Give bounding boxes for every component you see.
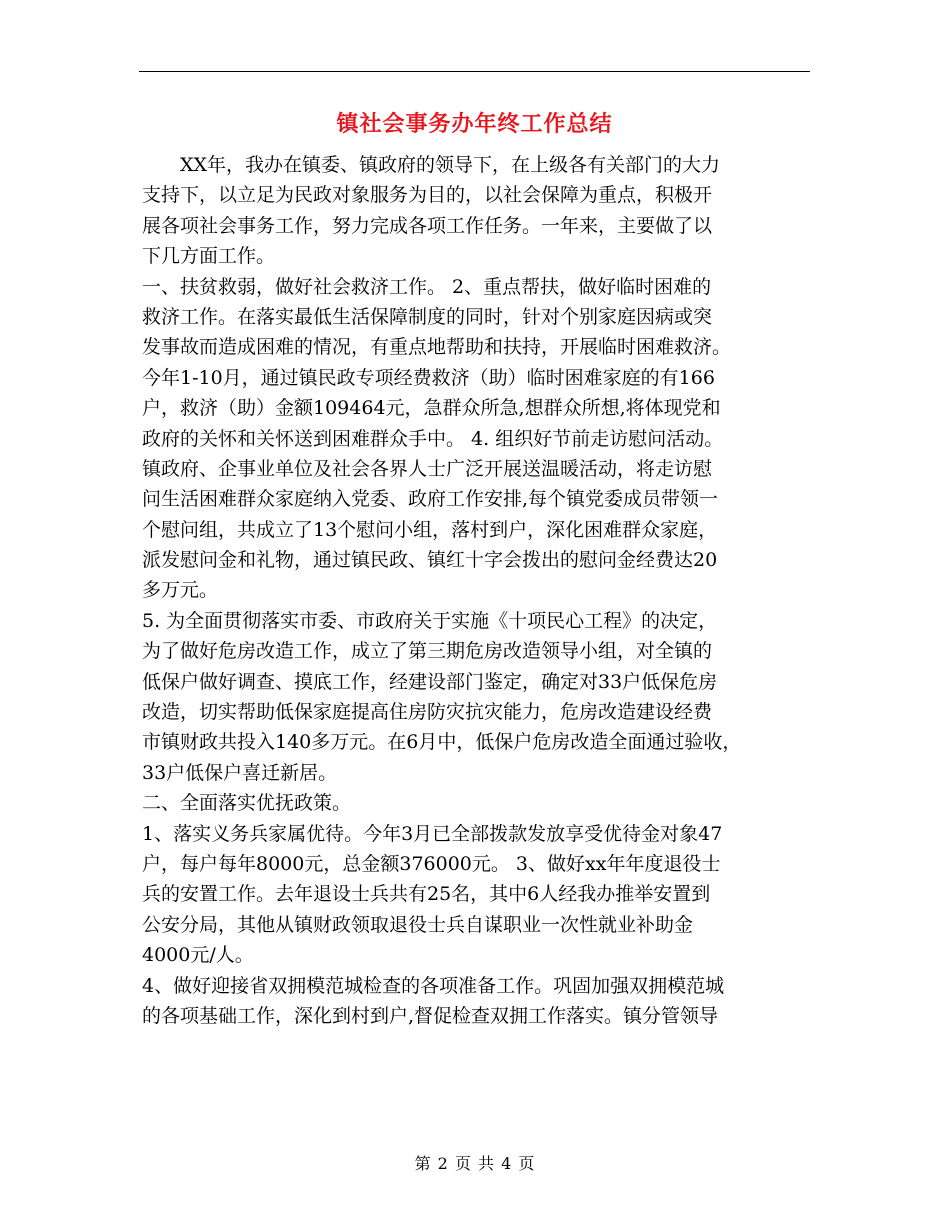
text-line: 救济工作。在落实最低生活保障制度的同时，针对个别家庭因病或突 — [142, 305, 713, 328]
page-number: 第 2 页 共 4 页 — [414, 1154, 536, 1173]
text-line: 下几方面工作。 — [142, 245, 276, 268]
text-line: 兵的安置工作。去年退设士兵共有25名，其中6人经我办推举安置到 — [142, 883, 711, 906]
text-line: 镇政府、企事业单位及社会各界人士广泛开展送温暖活动，将走访慰 — [142, 457, 713, 480]
text-line: 5. 为全面贯彻落实市委、市政府关于实施《十项民心工程》的决定， — [142, 609, 718, 632]
text-line: 派发慰问金和礼物，通过镇民政、镇红十字会拨出的慰问金经费达20 — [142, 549, 718, 572]
text-line: 的各项基础工作，深化到村到户,督促检查双拥工作落实。镇分管领导 — [142, 1004, 719, 1027]
text-line: 低保户做好调查、摸底工作，经建设部门鉴定，确定对33户低保危房 — [142, 670, 718, 693]
text-line: 户，每户每年8000元，总金额376000元。 3、做好xx年年度退役士 — [142, 852, 721, 875]
text-line: 市镇财政共投入140多万元。在6月中，低保户危房改造全面通过验收， — [142, 731, 742, 754]
text-line: 多万元。 — [142, 579, 219, 602]
text-line: 支持下，以立足为民政对象服务为目的，以社会保障为重点，积极开 — [142, 184, 713, 207]
text-line: 一、扶贫救弱，做好社会救济工作。 2、重点帮扶，做好临时困难的 — [142, 275, 712, 298]
text-line: 公安分局，其他从镇财政领取退役士兵自谋职业一次性就业补助金 — [142, 913, 694, 936]
text-line: 改造，切实帮助低保家庭提高住房防灾抗灾能力，危房改造建设经费 — [142, 701, 713, 724]
text-line: 问生活困难群众家庭纳入党委、政府工作安排,每个镇党委成员带领一 — [142, 488, 719, 511]
text-line: 今年1-10月，通过镇民政专项经费救济（助）临时困难家庭的有166 — [142, 366, 715, 389]
text-line: 二、全面落实优抚政策。 — [142, 792, 352, 815]
text-line: 4、做好迎接省双拥模范城检查的各项准备工作。巩固加强双拥模范城 — [142, 974, 725, 997]
text-line: 展各项社会事务工作，努力完成各项工作任务。一年来，主要做了以 — [142, 214, 713, 237]
text-line: 政府的关怀和关怀送到困难群众手中。 4. 组织好节前走访慰问活动。 — [142, 427, 724, 450]
text-line: 33户低保户喜迁新居。 — [142, 761, 338, 784]
text-line: 个慰问组，共成立了13个慰问小组，落村到户，深化困难群众家庭， — [142, 518, 718, 541]
text-line: 为了做好危房改造工作，成立了第三期危房改造领导小组，对全镇的 — [142, 640, 713, 663]
text-line: 1、落实义务兵家属优待。今年3月已全部拨款发放享受优待金对象47 — [142, 822, 723, 845]
header-rule — [139, 71, 810, 72]
document-title: 镇社会事务办年终工作总结 — [336, 111, 613, 137]
text-line: XX年，我办在镇委、镇政府的领导下，在上级各有关部门的大力 — [142, 154, 721, 176]
text-line: 发事故而造成困难的情况，有重点地帮助和扶持，开展临时困难救济。 — [142, 336, 732, 359]
document-body — [142, 150, 822, 1031]
text-line: 4000元/人。 — [142, 944, 254, 967]
text-line: 户，救济（助）金额109464元，急群众所急,想群众所想,将体现党和 — [142, 397, 721, 420]
